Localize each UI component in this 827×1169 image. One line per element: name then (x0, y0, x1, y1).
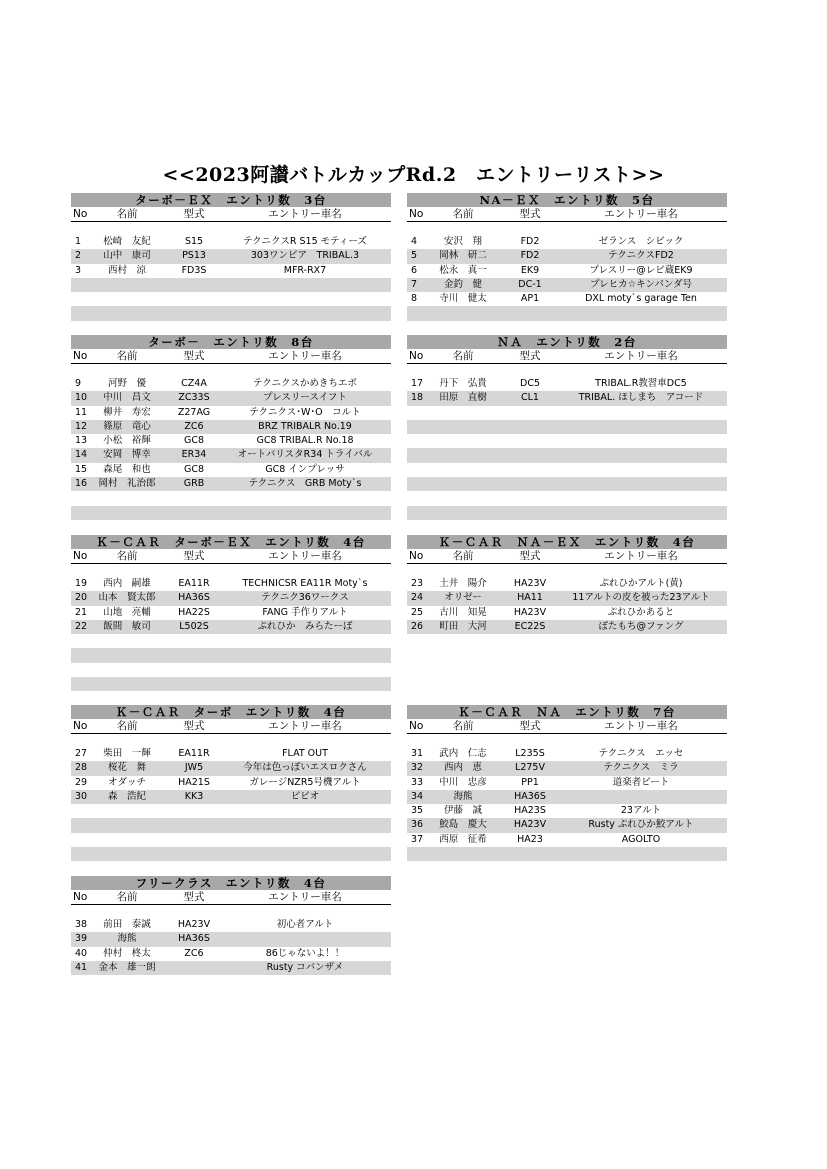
entry-type: HA22S (178, 606, 210, 618)
column-header-type: 型式 (519, 208, 541, 220)
entry-car: テクニクスFD2 (608, 250, 674, 262)
entry-name: 岡林 研二 (439, 250, 487, 262)
section-heading: Ｋ－ＣＡＲ ターボ エントリ数 4台 (71, 705, 391, 719)
entry-name: 桜花 舞 (107, 762, 146, 774)
entry-no: 8 (411, 293, 418, 305)
page-title: <<2023阿讃バトルカップRd.2 エントリーリスト>> (162, 164, 665, 186)
table-row (407, 776, 727, 790)
table-row (71, 491, 391, 505)
entry-type: CL1 (521, 392, 539, 404)
entry-section (71, 193, 391, 321)
entry-type: KK3 (184, 790, 204, 802)
entry-section (407, 535, 727, 634)
entry-car: テクニクスR S15 モティーズ (243, 236, 367, 247)
column-header-name: 名前 (452, 720, 474, 732)
entry-car: テクニク36ワークス (261, 592, 349, 604)
entry-type: DC-1 (518, 278, 542, 290)
table-row (407, 249, 727, 263)
entry-type: EC22S (514, 620, 546, 632)
table-row (71, 391, 391, 405)
entry-name: 西原 征希 (439, 833, 487, 845)
entry-name: 飯間 敏司 (103, 620, 151, 632)
entry-name: 武内 仁志 (439, 748, 487, 759)
entry-name: オダッチ (107, 776, 146, 788)
entry-name: 丹下 弘貴 (439, 378, 487, 389)
entry-name: 古川 知晃 (439, 606, 487, 618)
column-header-name: 名前 (452, 350, 474, 362)
entry-car: テクニクス ミラ (603, 762, 679, 774)
table-row (71, 448, 391, 462)
entry-no: 24 (411, 592, 424, 604)
entry-car: GC8 TRIBAL.R No.18 (256, 435, 354, 447)
entry-no: 6 (411, 264, 418, 276)
entry-section (71, 335, 391, 520)
entry-name: 中川 昌文 (103, 392, 151, 404)
entry-car: DXL moty`s garage Ten (585, 293, 697, 305)
table-row (407, 847, 727, 861)
entry-no: 3 (75, 264, 82, 276)
table-row (71, 292, 391, 306)
entry-name: 松永 真一 (439, 264, 487, 276)
table-row (71, 932, 391, 946)
entry-type: HA23V (177, 919, 211, 930)
entry-car: Rusty ぷれひか鮫アルト (588, 819, 694, 831)
table-row (71, 264, 391, 278)
section-heading: NA－ＥＸ エントリ数 5台 (407, 193, 727, 207)
table-row (407, 506, 727, 520)
entry-type: HA11 (517, 592, 543, 604)
entry-name: 安沢 翔 (443, 236, 482, 247)
column-header-type: 型式 (519, 720, 541, 732)
entry-type: ZC33S (178, 392, 210, 404)
entry-name: 柳井 寿宏 (103, 406, 151, 418)
table-row (71, 434, 391, 448)
entry-rows (407, 235, 727, 321)
entry-no: 5 (411, 250, 418, 262)
entry-no: 2 (75, 250, 82, 262)
section-heading: Ｋ－ＣＡＲ ＮＡ エントリ数 7台 (407, 705, 727, 719)
entry-car: テクニクス エッセ (598, 748, 684, 759)
entry-car: BRZ TRIBALR No.19 (258, 420, 352, 432)
entry-car: 86じゃないよ！！ (265, 947, 345, 959)
table-row (407, 292, 727, 306)
table-row (71, 747, 391, 761)
table-row (71, 606, 391, 620)
entry-type: HA23V (513, 819, 547, 831)
entry-no: 20 (75, 592, 88, 604)
entry-name: 西内 嗣雄 (103, 578, 151, 589)
entry-car: テクニクス･W･O コルト (249, 406, 361, 418)
entry-name: 金本 雄一朗 (98, 961, 156, 973)
entry-car: MFR-RX7 (283, 264, 327, 276)
column-header-name: 名前 (116, 720, 138, 732)
entry-no: 32 (411, 762, 424, 774)
table-row (71, 918, 391, 932)
entry-type: FD3S (181, 264, 207, 276)
table-row (71, 420, 391, 434)
entry-name: 森 浩紀 (107, 790, 146, 802)
column-header-name: 名前 (116, 208, 138, 220)
entry-section (407, 705, 727, 861)
column-header-car: エントリー車名 (268, 891, 342, 903)
entry-name: 寺川 健太 (439, 293, 487, 305)
table-row (71, 847, 391, 861)
entry-name: 山地 亮輔 (103, 606, 151, 618)
entry-no: 9 (75, 378, 82, 389)
entry-type: HA21S (178, 776, 210, 788)
entry-name: 西村 涼 (107, 264, 146, 276)
column-header-name: 名前 (116, 350, 138, 362)
entry-type: DC5 (520, 378, 540, 389)
table-row (407, 818, 727, 832)
entry-type: GC8 (183, 463, 205, 475)
entry-type: S15 (184, 236, 204, 247)
entry-no: 33 (411, 776, 424, 788)
column-header-row (407, 207, 727, 222)
table-row (407, 747, 727, 761)
entry-name: 河野 優 (107, 378, 146, 389)
column-header-car: エントリー車名 (604, 550, 678, 562)
table-row (71, 663, 391, 677)
entry-name: オリゼー (444, 592, 482, 604)
entry-car: FANG 手作りアルト (262, 606, 348, 618)
entry-no: 40 (75, 947, 88, 959)
table-row (71, 776, 391, 790)
column-header-row (407, 549, 727, 564)
table-row (407, 448, 727, 462)
entry-no: 34 (411, 790, 424, 802)
entry-name: 安岡 博幸 (103, 449, 151, 461)
column-header-no: No (73, 720, 88, 732)
entry-name: 岡村 礼治郎 (98, 478, 156, 490)
section-heading: ターボ－ＥＸ エントリ数 3台 (71, 193, 391, 207)
column-header-type: 型式 (183, 208, 205, 220)
table-row (71, 961, 391, 975)
entry-rows (71, 918, 391, 975)
table-row (407, 491, 727, 505)
column-header-row (71, 549, 391, 564)
entry-car: ゼランス シビック (598, 236, 684, 247)
entry-car: 初心者アルト (276, 919, 334, 930)
entry-car: 道楽者ビート (612, 776, 670, 788)
entry-rows (407, 577, 727, 634)
entry-type: GRB (183, 478, 205, 490)
entry-car: オートバリスタR34 トライバル (237, 449, 373, 461)
entry-name: 松崎 友紀 (103, 236, 151, 247)
table-row (71, 406, 391, 420)
entry-type: Z27AG (177, 406, 211, 418)
column-header-car: エントリー車名 (268, 720, 342, 732)
entry-name: 海熊 (453, 790, 473, 802)
entry-car: GC8 インプレッサ (265, 463, 345, 475)
table-row (71, 620, 391, 634)
table-row (71, 833, 391, 847)
column-header-name: 名前 (452, 550, 474, 562)
table-row (71, 235, 391, 249)
entry-type: ZC6 (184, 420, 204, 432)
column-header-type: 型式 (519, 550, 541, 562)
entry-type: HA23V (513, 578, 547, 589)
entry-car: プレスリー@レビ蔵EK9 (589, 264, 693, 276)
entry-no: 15 (75, 463, 88, 475)
entry-no: 30 (75, 790, 88, 802)
entry-no: 35 (411, 805, 424, 817)
table-row (407, 761, 727, 775)
table-row (407, 620, 727, 634)
column-header-type: 型式 (183, 891, 205, 903)
column-header-type: 型式 (519, 350, 541, 362)
entry-rows (71, 747, 391, 861)
entry-type: HA36S (178, 592, 210, 604)
entry-car: TRIBAL.R教習車DC5 (595, 378, 687, 389)
entry-no: 14 (75, 449, 88, 461)
entry-type: CZ4A (181, 378, 207, 389)
entry-name: 海熊 (117, 933, 137, 945)
column-header-type: 型式 (183, 720, 205, 732)
entry-name: 柴田 一輝 (103, 748, 151, 759)
table-row (407, 391, 727, 405)
table-row (407, 377, 727, 391)
table-row (407, 606, 727, 620)
entry-name: 田原 直樹 (439, 392, 487, 404)
entry-type: L275V (515, 762, 545, 774)
section-heading: フリークラス エントリ数 4台 (71, 876, 391, 890)
entry-name: 篠原 竜心 (103, 420, 151, 432)
section-heading: ターボ－ エントリ数 8台 (71, 335, 391, 349)
table-row (71, 577, 391, 591)
column-header-row (407, 719, 727, 734)
entry-car: 23アルト (620, 805, 662, 817)
entry-no: 27 (75, 748, 88, 759)
entry-no: 18 (411, 392, 424, 404)
entry-type: L235S (515, 748, 545, 759)
entry-no: 16 (75, 478, 88, 490)
entry-car: ぽたもち@ファング (598, 620, 684, 632)
column-header-no: No (73, 350, 88, 362)
entry-rows (71, 377, 391, 520)
entry-no: 11 (75, 406, 88, 418)
table-row (71, 818, 391, 832)
table-row (71, 278, 391, 292)
column-header-name: 名前 (116, 550, 138, 562)
entry-rows (407, 377, 727, 520)
entry-section (407, 335, 727, 520)
entry-type: ZC6 (184, 947, 204, 959)
column-header-no: No (409, 550, 424, 562)
entry-name: 前田 泰誠 (103, 919, 151, 930)
column-header-row (407, 349, 727, 364)
entry-no: 17 (411, 378, 424, 389)
table-row (71, 249, 391, 263)
entry-rows (407, 747, 727, 861)
entry-no: 39 (75, 933, 88, 945)
entry-name: 伊藤 誠 (443, 805, 482, 817)
entry-car: ガレージNZR5号機アルト (249, 776, 361, 788)
column-header-name: 名前 (116, 891, 138, 903)
entry-no: 37 (411, 833, 424, 845)
entry-section (71, 705, 391, 861)
entry-no: 1 (75, 236, 82, 247)
table-row (407, 420, 727, 434)
entry-type: JW5 (184, 762, 204, 774)
column-header-no: No (73, 208, 88, 220)
entry-car: 303ワンビア TRIBAL.3 (250, 250, 360, 262)
entry-no: 36 (411, 819, 424, 831)
table-row (407, 790, 727, 804)
entry-no: 10 (75, 392, 88, 404)
entry-type: HA36S (178, 933, 210, 945)
entry-car: テクニクスかめきちエボ (253, 378, 357, 389)
entry-name: 小松 裕輝 (103, 435, 151, 447)
entry-car: ビビオ (290, 790, 320, 802)
entry-no: 21 (75, 606, 88, 618)
entry-type: HA36S (514, 790, 546, 802)
column-header-name: 名前 (452, 208, 474, 220)
column-header-no: No (409, 350, 424, 362)
entry-no: 26 (411, 620, 424, 632)
entry-type: AP1 (520, 293, 540, 305)
table-row (71, 804, 391, 818)
entry-no: 22 (75, 620, 88, 632)
column-header-car: エントリー車名 (604, 350, 678, 362)
entry-type: EA11R (178, 578, 210, 589)
column-header-no: No (73, 550, 88, 562)
column-header-row (71, 890, 391, 905)
column-header-car: エントリー車名 (268, 208, 342, 220)
table-row (71, 677, 391, 691)
entry-car: ぷれひかあると (607, 606, 675, 618)
entry-car: TRIBAL. ほしまち アコード (578, 392, 704, 404)
entry-no: 13 (75, 435, 88, 447)
entry-name: 金釣 健 (443, 278, 482, 290)
table-row (407, 463, 727, 477)
table-row (407, 477, 727, 491)
table-row (71, 790, 391, 804)
section-heading: Ｋ－ＣＡＲ ターボ－ＥＸ エントリ数 4台 (71, 535, 391, 549)
entry-car: TECHNICSR EA11R Moty`s (242, 578, 368, 589)
entry-section (407, 193, 727, 321)
entry-no: 31 (411, 748, 424, 759)
column-header-row (71, 207, 391, 222)
section-heading: Ｋ－ＣＡＲ ＮＡ－ＥＸ エントリ数 4台 (407, 535, 727, 549)
column-header-car: エントリー車名 (268, 350, 342, 362)
entry-name: 西内 恵 (443, 762, 482, 774)
entry-no: 29 (75, 776, 88, 788)
entry-car: テクニクス GRB Moty`s (248, 478, 362, 490)
entry-type: L502S (179, 620, 209, 632)
table-row (407, 577, 727, 591)
entry-no: 23 (411, 578, 424, 589)
column-header-car: エントリー車名 (604, 208, 678, 220)
table-row (71, 306, 391, 320)
column-header-no: No (409, 720, 424, 732)
entry-car: FLAT OUT (282, 748, 328, 759)
entry-name: 町田 大河 (439, 620, 487, 632)
entry-car: プレスリースイフト (263, 392, 347, 404)
column-header-car: エントリー車名 (604, 720, 678, 732)
entry-type: HA23 (517, 833, 543, 845)
entry-no: 28 (75, 762, 88, 774)
column-header-type: 型式 (183, 550, 205, 562)
table-row (71, 463, 391, 477)
table-row (71, 648, 391, 662)
column-header-car: エントリー車名 (268, 550, 342, 562)
entry-car: ぷれひかアルト(黄) (599, 578, 683, 589)
entry-name: 森尾 和也 (103, 463, 151, 475)
entry-no: 25 (411, 606, 424, 618)
table-row (407, 406, 727, 420)
entry-name: 山中 康司 (103, 250, 151, 262)
entry-car: AGOLTO (621, 833, 661, 845)
table-row (71, 947, 391, 961)
entry-type: HA23S (514, 805, 546, 817)
entry-name: 土井 陽介 (439, 578, 487, 589)
table-row (407, 804, 727, 818)
section-heading: ＮＡ エントリ数 2台 (407, 335, 727, 349)
table-row (71, 634, 391, 648)
column-header-no: No (409, 208, 424, 220)
entry-name: 仲村 柊太 (103, 947, 151, 959)
table-row (407, 833, 727, 847)
entry-section (71, 876, 391, 975)
table-row (407, 591, 727, 605)
entry-no: 38 (75, 919, 88, 930)
column-header-row (71, 719, 391, 734)
entry-car: ぷれひか みらたーぼ (257, 620, 353, 632)
entry-no: 12 (75, 420, 88, 432)
column-header-type: 型式 (183, 350, 205, 362)
entry-car: 11アルトの皮を被った23アルト (572, 592, 710, 604)
entry-no: 4 (411, 236, 418, 247)
entry-type: ER34 (181, 449, 207, 461)
entry-type: FD2 (520, 236, 540, 247)
entry-rows (71, 577, 391, 691)
table-row (71, 761, 391, 775)
table-row (71, 591, 391, 605)
entry-type: FD2 (520, 250, 540, 262)
table-row (407, 264, 727, 278)
table-row (71, 506, 391, 520)
entry-type: EK9 (520, 264, 540, 276)
entry-type: PP1 (521, 776, 539, 788)
table-row (71, 377, 391, 391)
entry-type: HA23V (513, 606, 547, 618)
entry-type: PS13 (182, 250, 206, 262)
entry-no: 7 (411, 278, 418, 290)
entry-section (71, 535, 391, 691)
entry-type: GC8 (183, 435, 205, 447)
entry-rows (71, 235, 391, 321)
column-header-row (71, 349, 391, 364)
table-row (407, 278, 727, 292)
table-row (407, 235, 727, 249)
entry-car: Rusty コバンザメ (266, 961, 344, 973)
table-row (407, 306, 727, 320)
entry-no: 41 (75, 961, 88, 973)
entry-name: 山本 賢太郎 (98, 592, 156, 604)
column-header-no: No (73, 891, 88, 903)
table-row (407, 434, 727, 448)
entry-car: プレヒカ☆キンパンダ号 (590, 278, 692, 290)
entry-name: 中川 忠彦 (439, 776, 487, 788)
entry-car: 今年は色っぽいエスロクさん (243, 762, 367, 774)
table-row (71, 477, 391, 491)
entry-type: EA11R (178, 748, 210, 759)
entry-name: 鮫島 慶大 (439, 819, 487, 831)
entry-no: 19 (75, 578, 88, 589)
